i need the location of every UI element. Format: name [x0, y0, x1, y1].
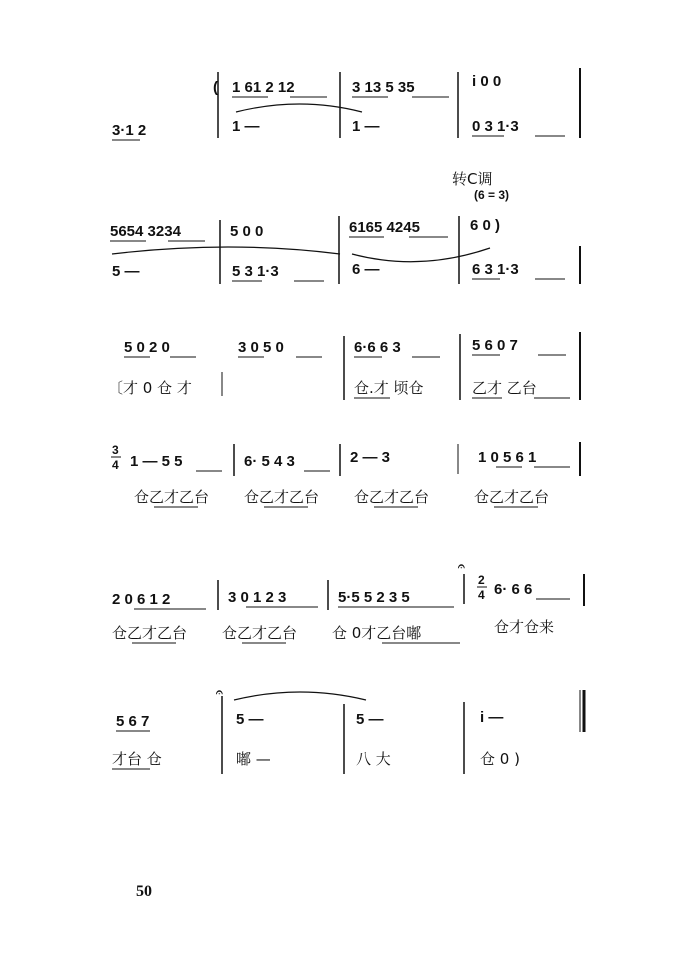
percussion-measure: 仓乙才乙台 — [474, 488, 550, 506]
percussion-measure: 才台 仓 — [112, 750, 162, 768]
page-number: 50 — [136, 883, 152, 900]
melody-measure: 6· 6 6 — [494, 581, 533, 598]
fermata-icon: 𝄐 — [458, 559, 465, 573]
slur — [352, 248, 490, 262]
melody-measure: 5 0 0 — [230, 223, 264, 240]
key-change — [452, 170, 509, 202]
lower-measure: 0 3 1·3 — [472, 118, 519, 135]
system-3 — [108, 332, 580, 400]
percussion-measure: 仓 0才乙台嘟 — [332, 624, 422, 642]
fermata-icon: 𝄐 — [216, 685, 223, 699]
lower-measure: 5 — — [112, 263, 140, 280]
system-5 — [112, 559, 584, 643]
melody-measure: 5 — — [356, 711, 384, 728]
lower-measure: 1 — — [232, 118, 260, 135]
lower-measure: 6 — — [352, 261, 380, 278]
melody-measure: 5 6 7 — [116, 713, 150, 730]
percussion-measure: 嘟 — — [236, 750, 271, 768]
melody-measure: 5 0 2 0 — [124, 339, 170, 356]
melody-measure: 2 0 6 1 2 — [112, 591, 171, 608]
melody-measure: 5·5 5 2 3 5 — [338, 589, 410, 606]
melody-measure: 6165 4245 — [349, 219, 420, 236]
percussion-measure: 仓乙才乙台 — [134, 488, 210, 506]
percussion-measure: 仓.才 顷仓 — [354, 379, 424, 397]
time-signature-top: 3 — [112, 443, 119, 457]
percussion-measure: 仓才仓来 — [494, 618, 555, 636]
percussion-measure: 八 大 — [356, 750, 391, 768]
time-signature-top: 2 — [478, 573, 485, 587]
percussion-measure: 仓乙才乙台 — [244, 488, 320, 506]
key-change-mapping: (6 = 3) — [474, 188, 510, 202]
percussion-measure: 仓乙才乙台 — [354, 488, 430, 506]
system-1 — [112, 68, 580, 140]
melody-paren-open: ( — [213, 79, 218, 96]
melody-measure: 5 — — [236, 711, 264, 728]
melody-measure: 1 0 5 6 1 — [478, 449, 537, 466]
slur — [112, 247, 340, 254]
time-signature-bottom: 4 — [112, 458, 119, 472]
percussion-measure: 〔才 0 仓 才 — [108, 379, 192, 397]
melody-measure: i 0 0 — [472, 73, 502, 90]
melody-measure: 1 — 5 5 — [130, 453, 183, 470]
melody-measure: 3 0 1 2 3 — [228, 589, 287, 606]
melody-measure: 2 — 3 — [350, 449, 391, 466]
melody-measure: 6·6 6 3 — [354, 339, 401, 356]
lower-measure: 6 3 1·3 — [472, 261, 519, 278]
melody-measure: 1 61 2 12 — [232, 79, 295, 96]
percussion-measure: 仓 0 ) — [480, 750, 520, 768]
slur — [236, 104, 362, 112]
melody-measure: 6· 5 4 3 — [244, 453, 295, 470]
time-signature-bottom: 4 — [478, 588, 485, 602]
system-2 — [110, 216, 580, 284]
lower-pickup: 3·1 2 — [112, 122, 147, 139]
melody-measure: 5654 3234 — [110, 223, 181, 240]
melody-measure: 3 13 5 35 — [352, 79, 415, 96]
lower-measure: 1 — — [352, 118, 380, 135]
percussion-measure: 仓乙才乙台 — [222, 624, 298, 642]
melody-measure: 3 0 5 0 — [238, 339, 284, 356]
system-4 — [111, 442, 580, 507]
slur — [234, 692, 366, 700]
melody-measure: 6 0 ) — [470, 217, 501, 234]
melody-measure: i — — [480, 709, 504, 726]
key-change-label: 转C调 — [452, 170, 493, 188]
percussion-measure: 乙才 乙台 — [472, 379, 537, 397]
system-6 — [112, 685, 584, 774]
lower-measure: 5 3 1·3 — [232, 263, 279, 280]
percussion-measure: 仓乙才乙台 — [112, 624, 188, 642]
melody-measure: 5 6 0 7 — [472, 337, 518, 354]
